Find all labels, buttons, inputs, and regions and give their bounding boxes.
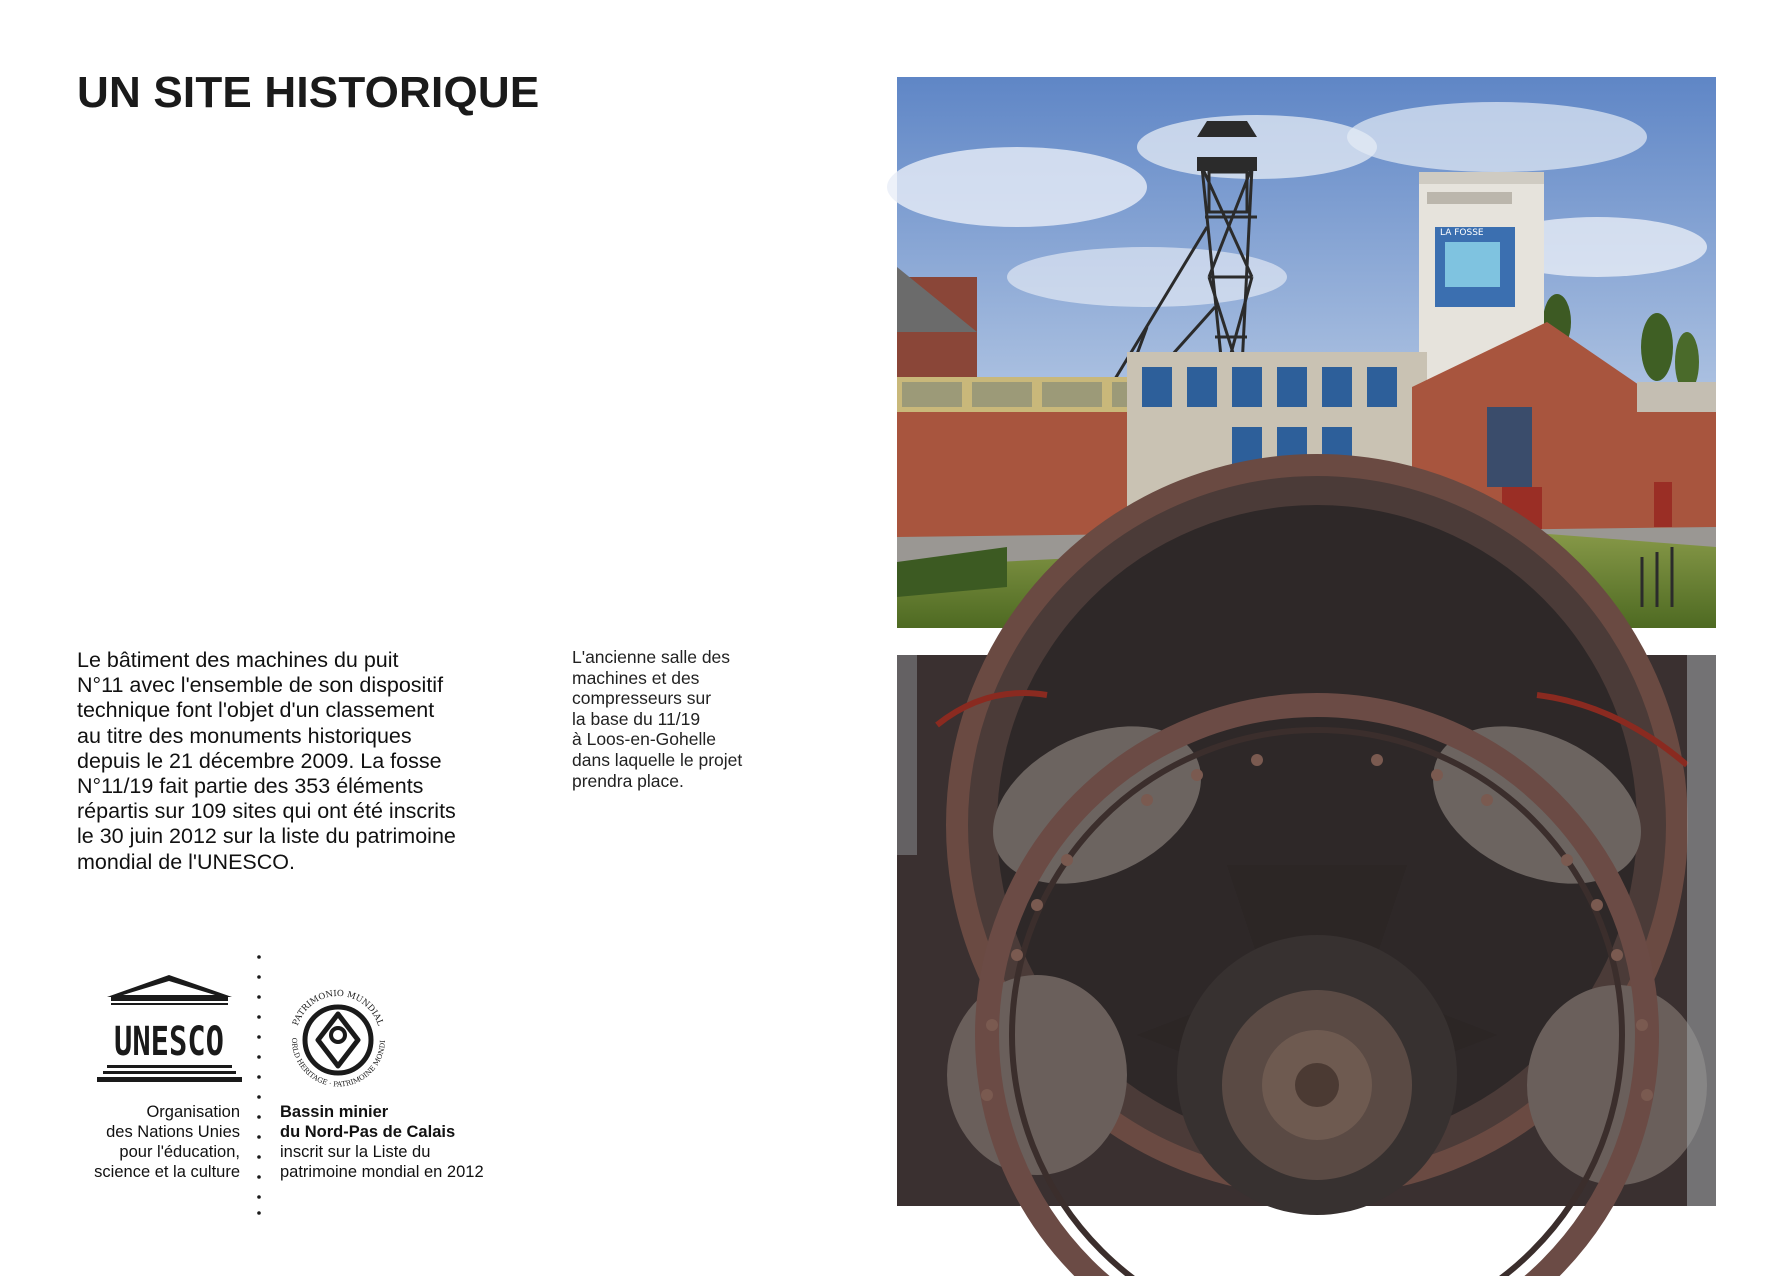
caption-line: L'ancienne salle des	[572, 647, 731, 667]
unesco-caption	[60, 1102, 240, 1182]
unesco-caption-line: des Nations Unies	[106, 1123, 240, 1141]
unesco-logo-text: UNESCO	[114, 1019, 224, 1065]
world-heritage-logo	[282, 982, 395, 1095]
body-line: au titre des monuments historiques	[77, 723, 412, 748]
whc-logo-top-text: PATRIMONIO MUNDIAL	[291, 988, 385, 1028]
caption-line: dans laquelle le projet	[572, 749, 743, 770]
dotted-divider	[257, 955, 261, 1215]
machine-wheel-photo	[897, 655, 1716, 1206]
body-line: Le bâtiment des machines du puit	[77, 648, 399, 672]
unesco-caption-line: science et la culture	[94, 1163, 240, 1181]
caption-line: prendra place.	[572, 770, 684, 791]
whc-caption-bold-line: Bassin minier	[280, 1103, 389, 1121]
body-line: mondial de l'UNESCO.	[77, 849, 295, 874]
sign-text: LA FOSSE	[1440, 228, 1484, 238]
body-text	[77, 648, 517, 875]
whc-caption-line: patrimoine mondial en 2012	[280, 1163, 484, 1181]
unesco-caption-line: pour l'éducation,	[119, 1143, 240, 1161]
body-line: depuis le 21 décembre 2009. La fosse	[77, 748, 442, 773]
whc-caption-line: inscrit sur la Liste du	[280, 1143, 431, 1161]
body-line: N°11 avec l'ensemble de son dispositif	[77, 673, 444, 698]
page-title: UN SITE HISTORIQUE	[77, 68, 540, 117]
body-line: le 30 juin 2012 sur la liste du patrimoine	[77, 824, 456, 849]
caption-line: compresseurs sur	[572, 688, 712, 709]
body-line: technique font l'objet d'un classement	[77, 698, 435, 723]
whc-caption-bold-line: du Nord-Pas de Calais	[280, 1123, 456, 1141]
caption-line: la base du 11/19	[572, 708, 701, 729]
caption-line: à Loos-en-Gohelle	[572, 729, 716, 750]
whc-logo-bottom-text: ORLD HERITAGE · PATRIMOINE MONDI	[289, 1037, 388, 1089]
unesco-logo	[97, 975, 242, 1087]
unesco-caption-line: Organisation	[146, 1103, 240, 1121]
body-line: répartis sur 109 sites qui ont été inscrits	[77, 799, 456, 824]
photo-caption	[572, 647, 782, 791]
caption-line: machines et des	[572, 667, 700, 688]
whc-caption	[280, 1102, 490, 1182]
body-line: N°11/19 fait partie des 353 éléments	[77, 774, 424, 799]
